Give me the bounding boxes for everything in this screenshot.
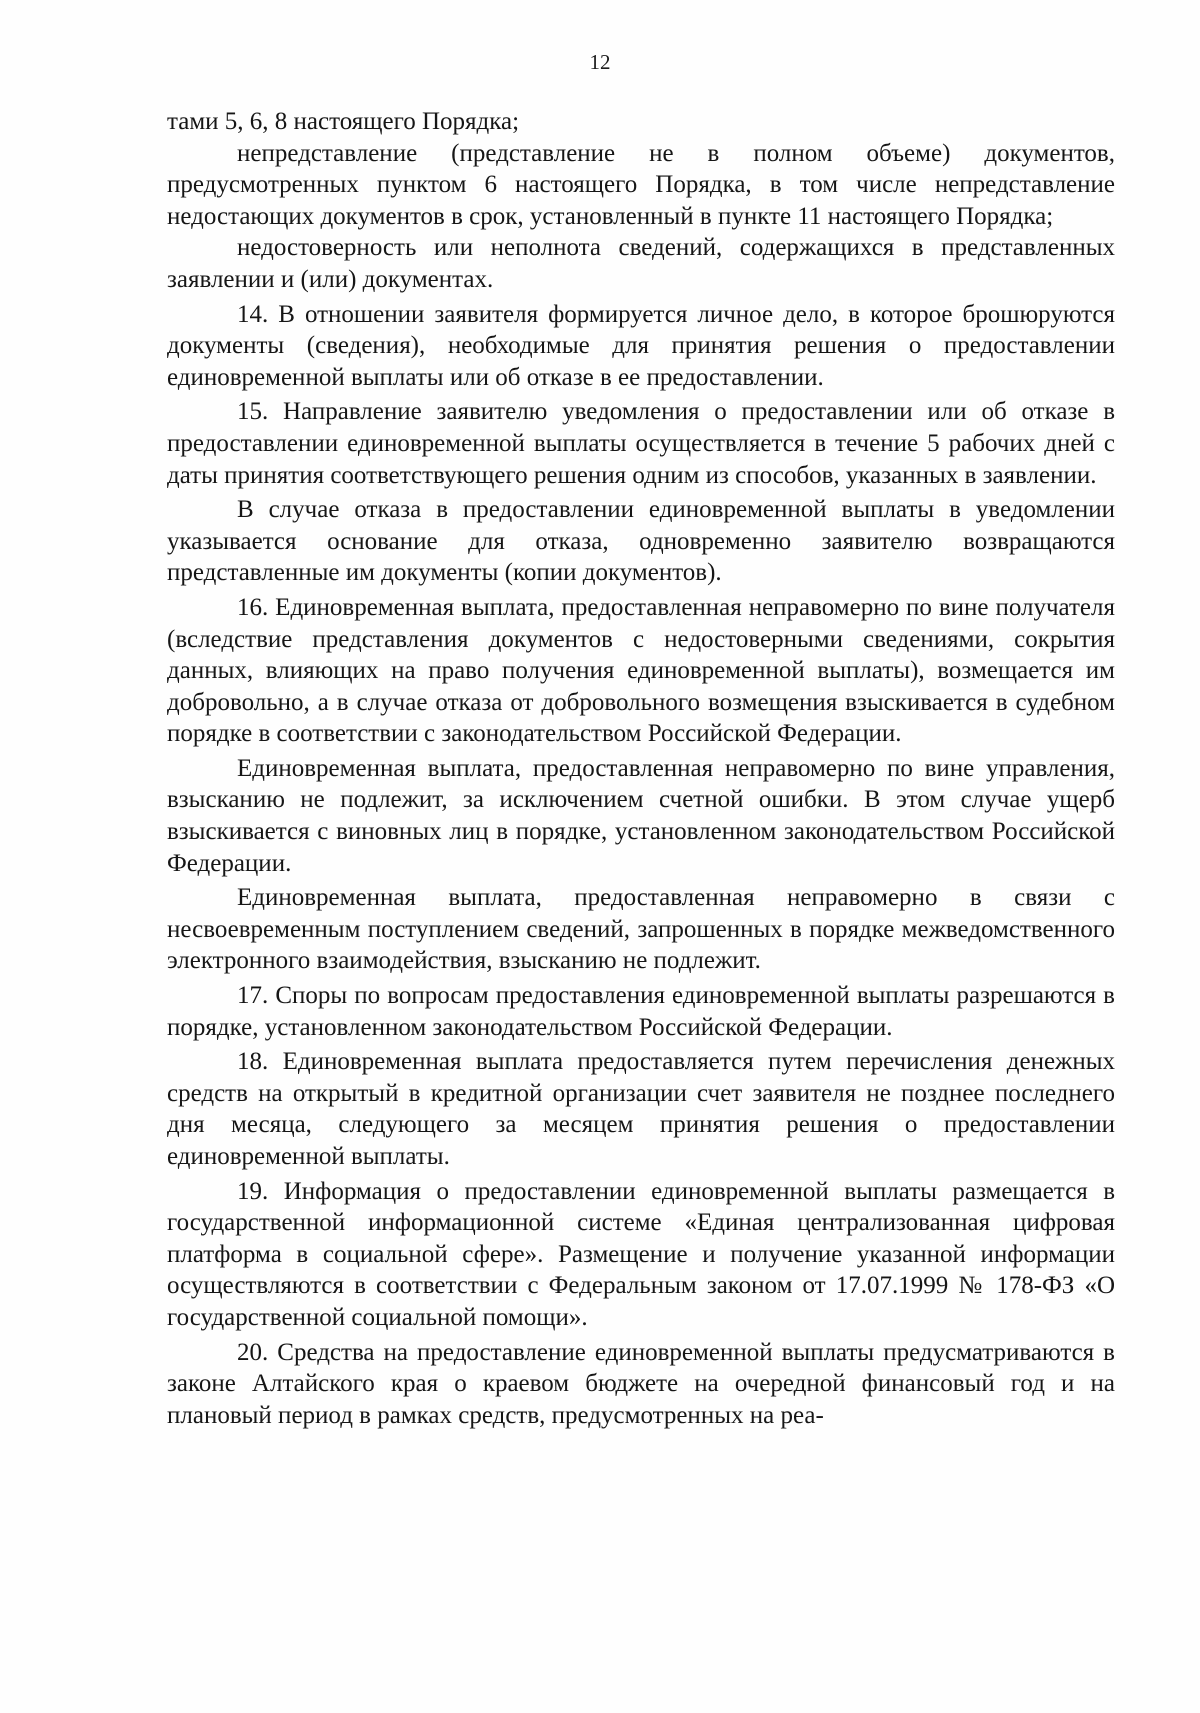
paragraph-19: 19. Информация о предоставлении единовременной выплаты размещается в государственной информационной системе «Единая централизованная цифровая платформа в социальной сфере». Размещение и получение указанной информации осуществляются в соответствии с Федеральным законом от 17.07.1999 № 178-ФЗ «О государственной социальной помощи». (167, 1177, 1115, 1331)
paragraph-15-refusal: В случае отказа в предоставлении единовременной выплаты в уведомлении указывается основание для отказа, одновременно заявителю возвращаются представленные им документы (копии документов). (167, 496, 1115, 587)
page-number: 12 (589, 50, 611, 74)
paragraph-18: 18. Единовременная выплата предоставляется путем перечисления денежных средств на открытый в кредитной организации счет заявителя не позднее последнего дня месяца, следующего за месяцем принятия решения о предоставлении единовременной выплаты. (167, 1048, 1115, 1170)
paragraph-17: 17. Споры по вопросам предоставления единовременной выплаты разрешаются в порядке, установленном законодательством Российской Федерации. (167, 982, 1115, 1041)
paragraph-16-management: Единовременная выплата, предоставленная неправомерно по вине управления, взысканию не подлежит, за исключением счетной ошибки. В этом случае ущерб взыскивается с виновных лиц в порядке, установленном законодательством Российской Федерации. (167, 754, 1115, 877)
paragraph-16-interagency: Единовременная выплата, предоставленная неправомерно в связи с несвоевременным поступлением сведений, запрошенных в порядке межведомственного электронного взаимодействия, взысканию не подлежит. (167, 884, 1115, 975)
paragraph-continuation: тами 5, 6, 8 настоящего Порядка; (167, 108, 520, 135)
document-body (167, 106, 1115, 1431)
paragraph-unreliability: недостоверность или неполнота сведений, содержащихся в представленных заявлении и (или) документах. (167, 234, 1115, 293)
paragraph-nonsubmission: непредставление (представление не в полном объеме) документов, предусмотренных пунктом 6 настоящего Порядка, в том числе непредставление недостающих документов в срок, установленный в пункте 11 настоящего Порядка; (167, 139, 1115, 230)
paragraph-15: 15. Направление заявителю уведомления о предоставлении или об отказе в предоставлении единовременной выплаты осуществляется в течение 5 рабочих дней с даты принятия соответствующего решения одним из способов, указанных в заявлении. (167, 398, 1115, 489)
paragraph-16: 16. Единовременная выплата, предоставленная неправомерно по вине получателя (вследствие представления документов с недостоверными сведениями, сокрытия данных, влияющих на право получения единовременной выплаты), возмещается им добровольно, а в случае отказа от добровольного возмещения взыскивается в судебном порядке в соответствии с законодательством Российской Федерации. (167, 593, 1115, 748)
paragraph-20: 20. Средства на предоставление единовременной выплаты предусматриваются в законе Алтайского края о краевом бюджете на очередной финансовый год и на плановый период в рамках средств, предусмотренных на реа- (167, 1338, 1115, 1429)
paragraph-14: 14. В отношении заявителя формируется личное дело, в которое брошюруются документы (сведения), необходимые для принятия решения о предоставлении единовременной выплаты или об отказе в ее предоставлении. (167, 300, 1115, 391)
